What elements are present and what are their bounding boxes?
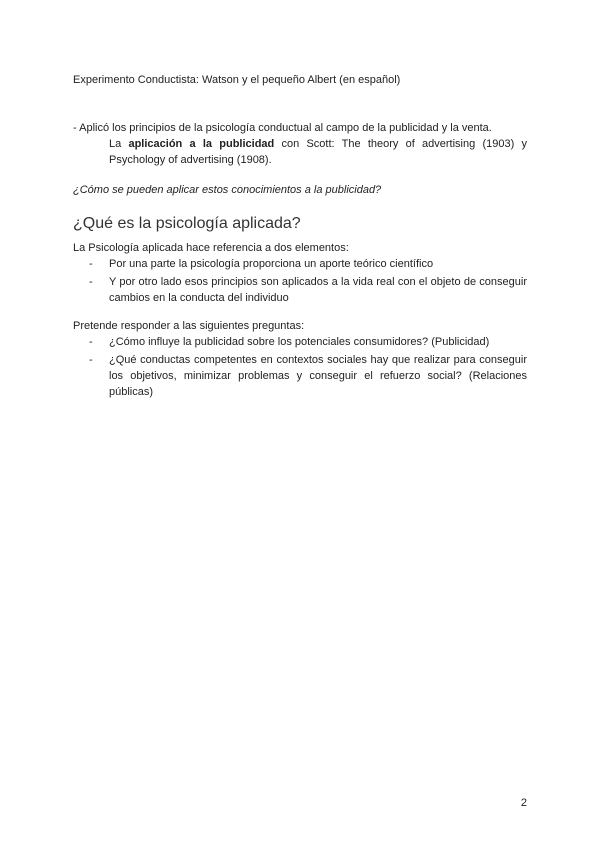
list-item-text: Por una parte la psicología proporciona un aporte teórico científico	[109, 258, 434, 270]
paragraph-scott-principles: - Aplicó los principios de la psicología conductual al campo de la publicidad y la venta.	[73, 122, 492, 134]
para-rest: con Scott: The theory of advertising (1903) y Psychology of advertising (1908).	[109, 138, 527, 166]
list-item-text: ¿Cómo influye la publicidad sobre los potenciales consumidores? (Publicidad)	[109, 336, 490, 348]
dash-bullet: -	[89, 276, 93, 288]
page-number: 2	[520, 797, 527, 809]
list-item	[89, 256, 527, 272]
questions-list	[89, 334, 527, 400]
list-item	[89, 274, 527, 306]
para-prefix: La	[109, 138, 129, 150]
intro-questions: Pretende responder a las siguientes preguntas:	[73, 320, 305, 332]
question-italic: ¿Cómo se pueden aplicar estos conocimientos a la publicidad?	[73, 184, 382, 196]
dash-bullet: -	[89, 336, 93, 348]
list-item	[89, 334, 527, 350]
dash-bullet: -	[89, 354, 93, 366]
bold-term: aplicación a la publicidad	[128, 138, 275, 150]
elements-list	[89, 256, 527, 306]
top-heading: Experimento Conductista: Watson y el pequeño Albert (en español)	[73, 74, 401, 86]
list-item-text: Y por otro lado esos principios son aplicados a la vida real con el objeto de conseguir cambios en la conducta del individuo	[109, 276, 527, 304]
paragraph-advertising	[109, 136, 527, 168]
list-item	[89, 352, 527, 400]
dash-bullet: -	[89, 258, 93, 270]
list-item-text: ¿Qué conductas competentes en contextos sociales hay que realizar para conseguir los objetivos, minimizar problemas y conseguir el refuerzo social? (Relaciones públicas)	[109, 354, 527, 398]
section-title: ¿Qué es la psicología aplicada?	[73, 215, 301, 232]
intro-elements: La Psicología aplicada hace referencia a dos elementos:	[73, 242, 349, 254]
